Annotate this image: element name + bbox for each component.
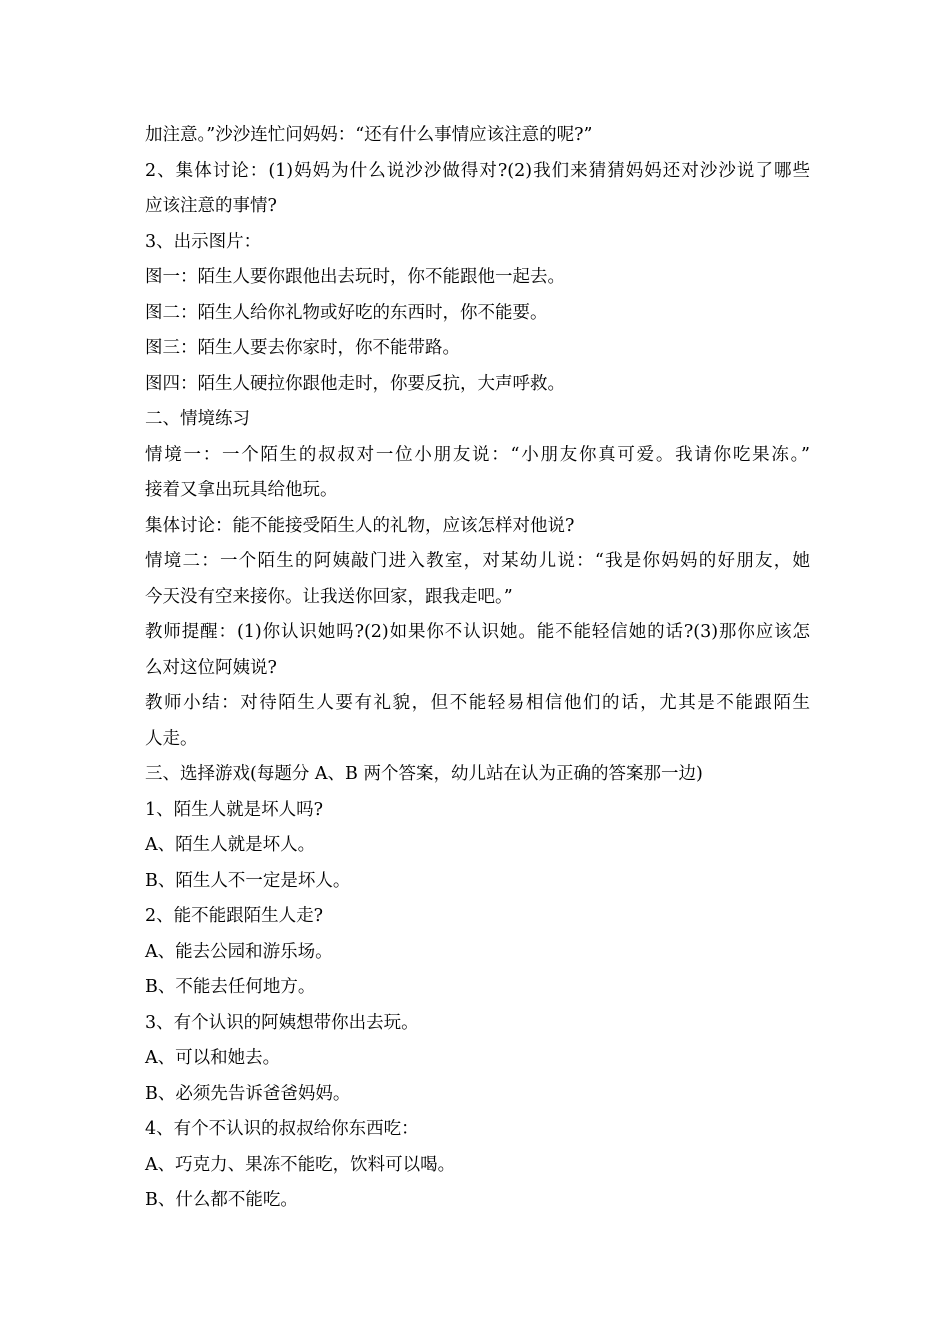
answer-line: A、能去公园和游乐场。: [145, 941, 333, 962]
text-line: 2、集体讨论：(1)妈妈为什么说沙沙做得对?(2)我们来猜猜妈妈还对沙沙说了哪些: [145, 160, 810, 181]
text-line: 3、出示图片：: [145, 231, 262, 252]
text-line: 人走。: [145, 728, 198, 749]
text-line: 么对这位阿姨说?: [145, 657, 277, 678]
text-line: 图二：陌生人给你礼物或好吃的东西时，你不能要。: [145, 302, 548, 323]
text-line: 情境二：一个陌生的阿姨敲门进入教室，对某幼儿说：“我是你妈妈的好朋友，她: [145, 551, 810, 571]
answer-line: B、必须先告诉爸爸妈妈。: [145, 1083, 351, 1104]
text-line: 情境一：一个陌生的叔叔对一位小朋友说：“小朋友你真可爱。我请你吃果冻。”: [145, 444, 810, 465]
text-line: 图四：陌生人硬拉你跟他走时，你要反抗，大声呼救。: [145, 373, 565, 394]
document-body: [145, 118, 810, 1219]
text-line: 图一：陌生人要你跟他出去玩时，你不能跟他一起去。: [145, 267, 565, 287]
question-line: 4、有个不认识的叔叔给你东西吃：: [145, 1119, 419, 1139]
answer-line: A、陌生人就是坏人。: [145, 835, 316, 855]
answer-line: B、不能去任何地方。: [145, 977, 316, 997]
text-line: 接着又拿出玩具给他玩。: [145, 480, 338, 500]
answer-line: B、陌生人不一定是坏人。: [145, 870, 351, 891]
text-line: 今天没有空来接你。让我送你回家，跟我走吧。”: [145, 586, 513, 607]
answer-line: A、巧克力、果冻不能吃，饮料可以喝。: [145, 1154, 456, 1175]
text-line: 应该注意的事情?: [145, 196, 277, 216]
question-line: 1、陌生人就是坏人吗?: [145, 799, 324, 820]
section-heading: 二、情境练习: [145, 409, 250, 429]
question-line: 3、有个认识的阿姨想带你出去玩。: [145, 1012, 419, 1033]
answer-line: B、什么都不能吃。: [145, 1190, 298, 1210]
text-line: 教师提醒：(1)你认识她吗?(2)如果你不认识她。能不能轻信她的话?(3)那你应该怎: [145, 622, 810, 642]
text-line: 图三：陌生人要去你家时，你不能带路。: [145, 338, 460, 358]
text-line: 集体讨论：能不能接受陌生人的礼物，应该怎样对他说?: [145, 515, 575, 536]
text-line: 加注意。”沙沙连忙问妈妈：“还有什么事情应该注意的呢?”: [145, 125, 593, 145]
question-line: 2、能不能跟陌生人走?: [145, 906, 324, 926]
text-line: 教师小结：对待陌生人要有礼貌，但不能轻易相信他们的话，尤其是不能跟陌生: [145, 693, 810, 713]
answer-line: A、可以和她去。: [145, 1048, 281, 1068]
section-heading: 三、选择游戏(每题分 A、B 两个答案，幼儿站在认为正确的答案那一边): [145, 764, 703, 784]
